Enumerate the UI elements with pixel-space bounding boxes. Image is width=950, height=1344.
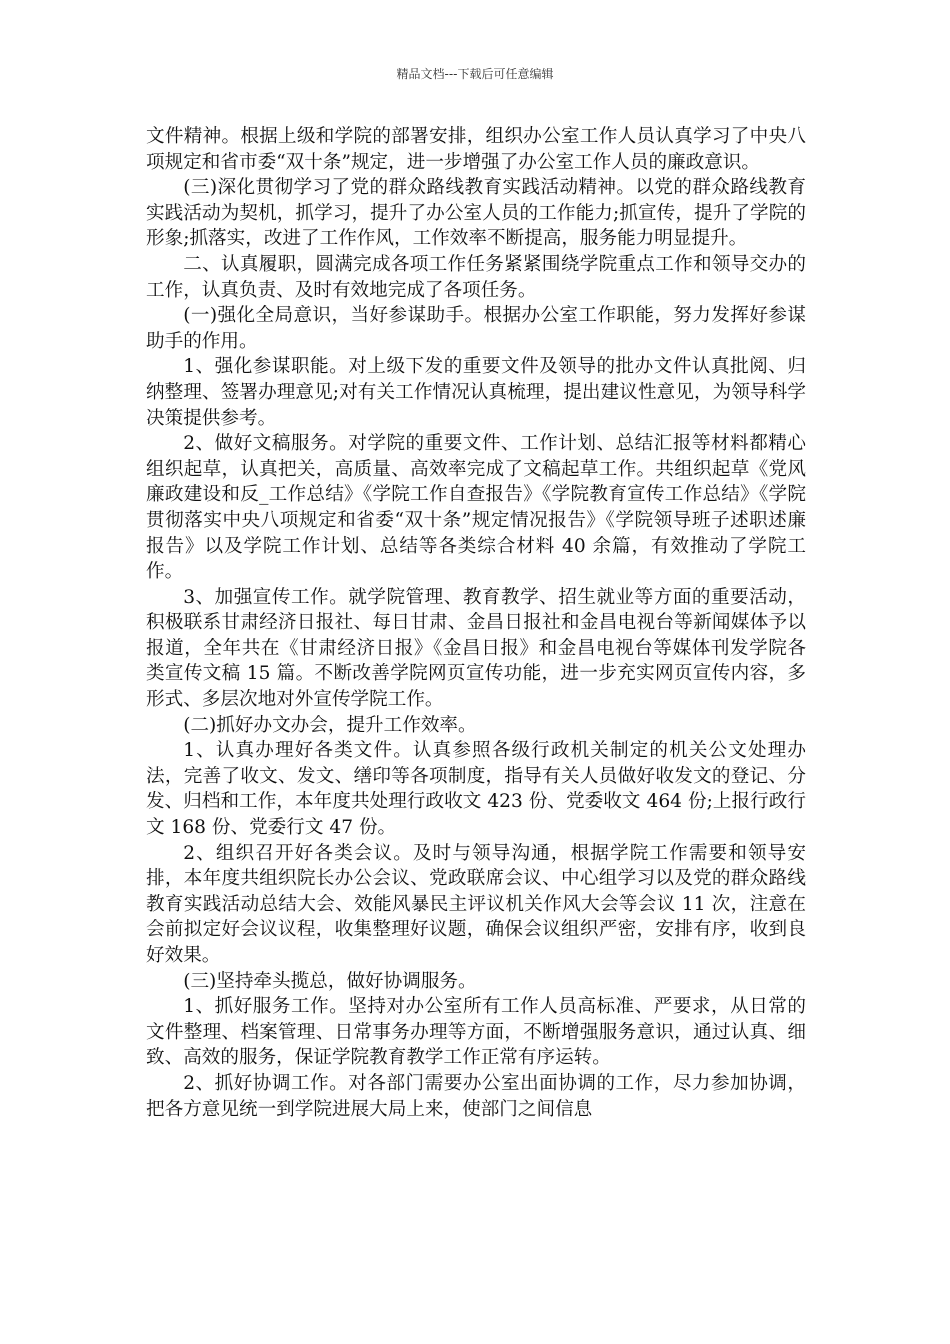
paragraph-7: 3、加强宣传工作。就学院管理、教育教学、招生就业等方面的重要活动，积极联系甘肃经济日报社、每日甘肃、金昌日报社和金昌电视台等新闻媒体予以报道，全年共在《甘肃经济日报》《金昌日报》和金昌电视台等媒体刊发学院各类宣传文稿 15 篇。不断改善学院网页宣传功能，进一步充实网页宣传内容，多形式、多层次地对外宣传学院工作。 [146,586,806,711]
paragraph-9: 1、认真办理好各类文件。认真参照各级行政机关制定的机关公文处理办法，完善了收文、发文、缮印等各项制度，指导有关人员做好收发文的登记、分发、归档和工作，本年度共处理行政收文 423 份、党委收文 464 份;上报行政行文 168 份、党委行文 47 份。 [146,740,806,839]
paragraph-8: (二)抓好办文办会，提升工作效率。 [183,714,477,736]
paragraph-11: (三)坚持牵头揽总，做好协调服务。 [183,970,477,992]
paragraph-5: 1、强化参谋职能。对上级下发的重要文件及领导的批办文件认真批阅、归纳整理、签署办理意见;对有关工作情况认真梳理，提出建议性意见，为领导科学决策提供参考。 [146,356,806,429]
paragraph-2: (三)深化贯彻学习了党的群众路线教育实践活动精神。以党的群众路线教育实践活动为契机，抓学习，提升了办公室人员的工作能力;抓宣传，提升了学院的形象;抓落实，改进了工作作风，工作效率不断提高，服务能力明显提升。 [146,177,806,250]
paragraph-10: 2、组织召开好各类会议。及时与领导沟通，根据学院工作需要和领导安排，本年度共组织院长办公会议、党政联席会议、中心组学习以及党的群众路线教育实践活动总结大会、效能风暴民主评议机关作风大会等会议 11 次，注意在会前拟定好会议议程，收集整理好议题，确保会议组织严密，安排有序，收到良好效果。 [146,842,806,966]
document-body [146,124,806,1122]
page-header: 精品文档---下载后可任意编辑 [396,67,554,81]
paragraph-13: 2、抓好协调工作。对各部门需要办公室出面协调的工作，尽力参加协调，把各方意见统一到学院进展大局上来，使部门之间信息 [146,1072,806,1120]
paragraph-4: (一)强化全局意识，当好参谋助手。根据办公室工作职能，努力发挥好参谋助手的作用。 [146,305,806,352]
paragraph-3: 二、认真履职，圆满完成各项工作任务紧紧围绕学院重点工作和领导交办的工作，认真负责、及时有效地完成了各项任务。 [146,253,806,301]
paragraph-6: 2、做好文稿服务。对学院的重要文件、工作计划、总结汇报等材料都精心组织起草，认真把关，高质量、高效率完成了文稿起草工作。共组织起草《党风廉政建设和反_工作总结》《学院工作自查报告》《学院教育宣传工作总结》《学院贯彻落实中央八项规定和省委“双十条”规定情况报告》《学院领导班子述职述廉报告》以及学院工作计划、总结等各类综合材料 40 余篇，有效推动了学院工作。 [146,433,806,583]
paragraph-12: 1、抓好服务工作。坚持对办公室所有工作人员高标准、严要求，从日常的文件整理、档案管理、日常事务办理等方面，不断增强服务意识，通过认真、细致、高效的服务，保证学院教育教学工作正常有序运转。 [146,996,806,1069]
paragraph-1: 文件精神。根据上级和学院的部署安排，组织办公室工作人员认真学习了中央八项规定和省市委“双十条”规定，进一步增强了办公室工作人员的廉政意识。 [146,126,806,173]
